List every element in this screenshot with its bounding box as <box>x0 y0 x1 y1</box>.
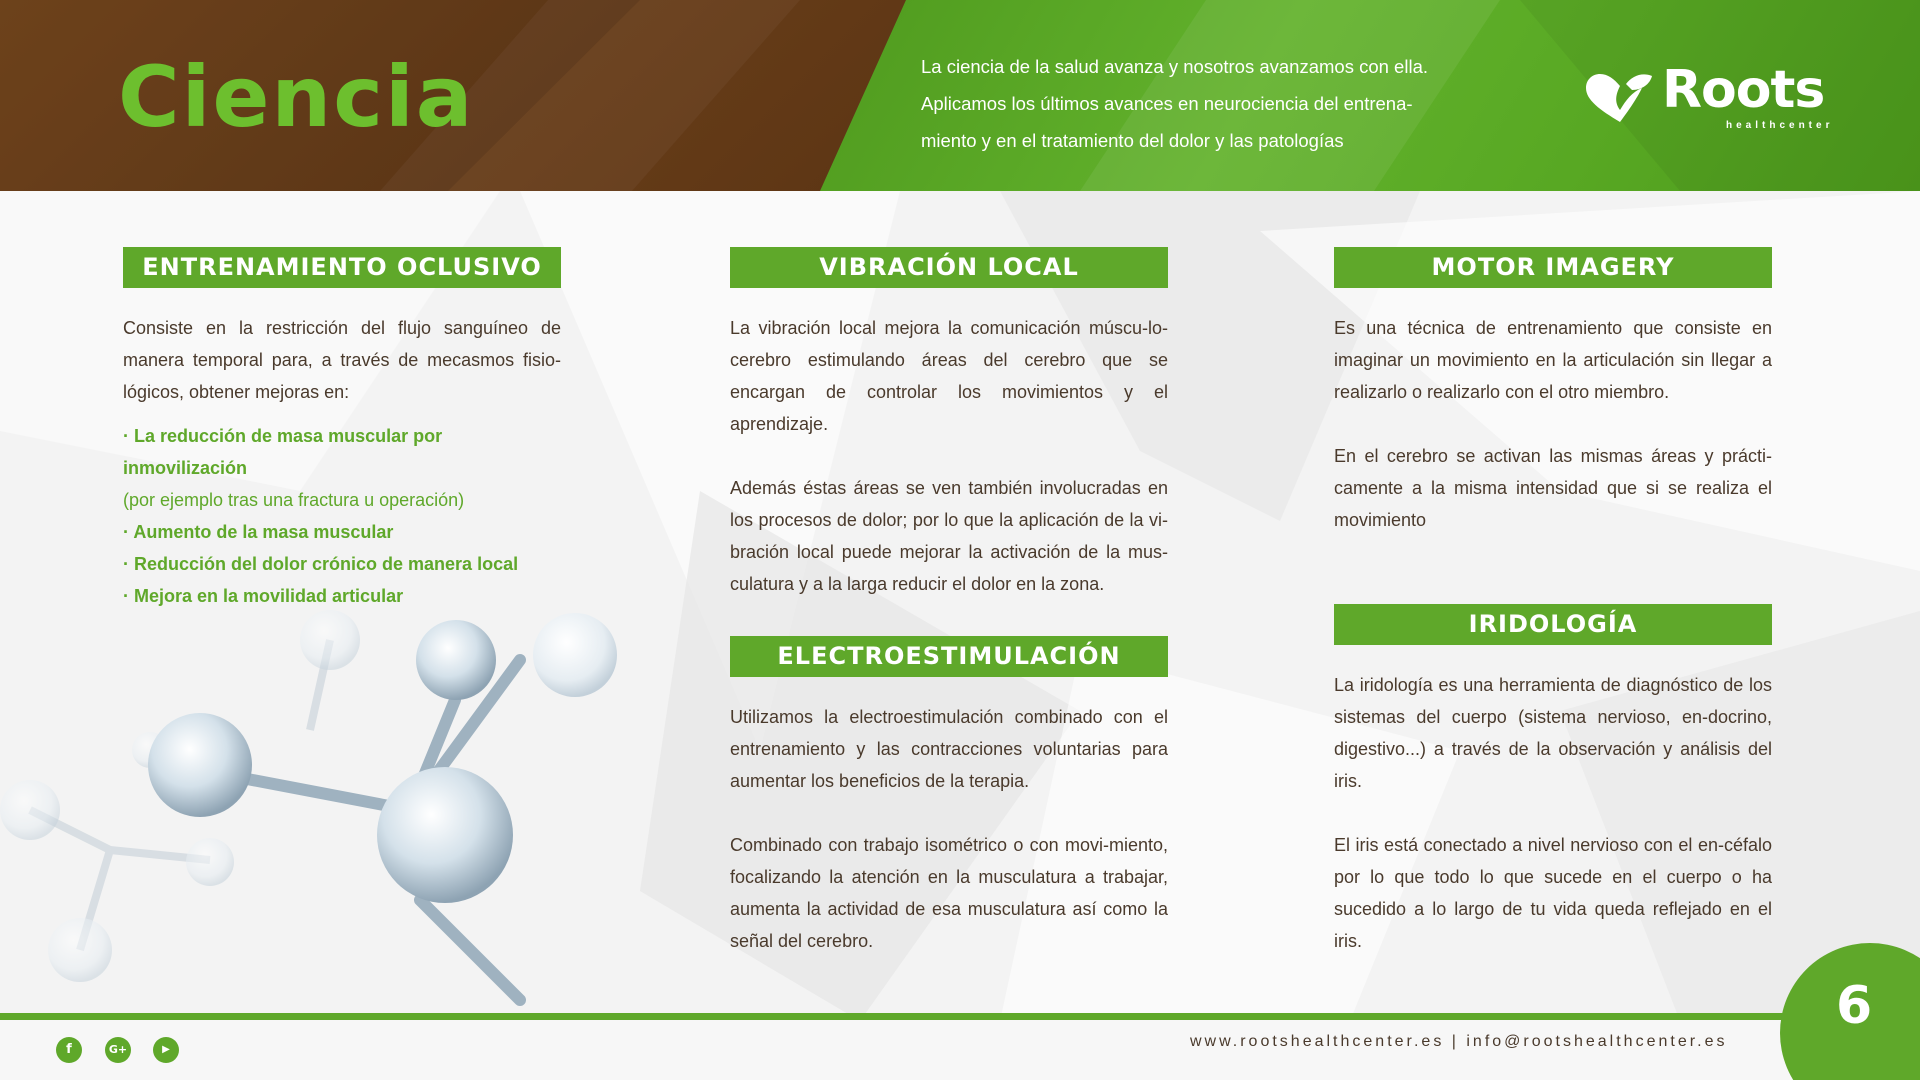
section-electroestimulacion <box>730 636 1168 957</box>
roots-logo <box>1580 60 1850 136</box>
list-item: · Aumento de la masa muscular <box>123 522 394 542</box>
section-motor-imagery <box>1334 247 1772 536</box>
section-text: La iridología es una herramienta de diagnóstico de los sistemas del cuerpo (sistema nervioso, en-docrino, digestivo...) a través de la observación y análisis del iris. <box>1334 675 1772 791</box>
intro-line: miento y en el tratamiento del dolor y las patologías <box>921 130 1344 151</box>
youtube-icon[interactable]: ▶ <box>153 1037 179 1063</box>
list-item-note: (por ejemplo tras una fractura u operación) <box>123 490 465 510</box>
section-text: Además éstas áreas se ven también involucradas en los procesos de dolor; por lo que la aplicación de la vi-bración local puede mejorar la activación de la mus-culatura y a la larga reducir el dolor en la zona. <box>730 478 1168 594</box>
logo-subtitle: healthcenter <box>1726 120 1834 131</box>
section-text: Consiste en la restricción del flujo sanguíneo de manera temporal para, a través de mecasmos fisio-lógicos, obtener mejoras en: <box>123 318 561 402</box>
list-item: · Reducción del dolor crónico de manera local <box>123 554 519 574</box>
section-entrenamiento-oclusivo <box>123 247 561 612</box>
molecule-illustration <box>0 600 680 1020</box>
google-plus-icon[interactable]: G+ <box>105 1037 131 1063</box>
page-title: Ciencia <box>118 48 475 146</box>
section-text: Es una técnica de entrenamiento que consiste en imaginar un movimiento en la articulación sin llegar a realizarlo o realizarlo con el otro miembro. <box>1334 318 1772 402</box>
section-title: ELECTROESTIMULACIÓN <box>730 636 1168 677</box>
intro-line: Aplicamos los últimos avances en neurociencia del entrena- <box>921 93 1413 114</box>
section-title: VIBRACIÓN LOCAL <box>730 247 1168 288</box>
list-item: · Mejora en la movilidad articular <box>123 586 404 606</box>
facebook-icon[interactable]: f <box>56 1037 82 1063</box>
section-text: En el cerebro se activan las mismas áreas y prácti-camente a la misma intensidad que si se realiza el movimiento <box>1334 446 1772 530</box>
section-title: MOTOR IMAGERY <box>1334 247 1772 288</box>
section-text: Combinado con trabajo isométrico o con movi-miento, focalizando la atención en la musculatura a trabajar, aumenta la actividad de esa musculatura así como la señal del cerebro. <box>730 835 1168 951</box>
section-title: IRIDOLOGÍA <box>1334 604 1772 645</box>
benefit-list <box>123 420 561 612</box>
section-title: ENTRENAMIENTO OCLUSIVO <box>123 247 561 288</box>
section-vibracion-local <box>730 247 1168 600</box>
contact-info[interactable]: www.rootshealthcenter.es | info@rootshealthcenter.es <box>1190 1033 1728 1050</box>
section-text: Utilizamos la electroestimulación combinado con el entrenamiento y las contracciones voluntarias para aumentar los beneficios de la terapia. <box>730 707 1168 791</box>
section-iridologia <box>1334 604 1772 957</box>
section-text: El iris está conectado a nivel nervioso con el en-céfalo por lo que todo lo que sucede en el cuerpo o ha sucedido a lo largo de tu vida queda reflejado en el iris. <box>1334 835 1772 951</box>
logo-name: Roots <box>1662 60 1825 120</box>
heart-leaf-icon <box>1580 70 1660 130</box>
footer-divider <box>0 1013 1920 1020</box>
list-item: · La reducción de masa muscular por inmovilización <box>123 426 443 478</box>
intro-line: La ciencia de la salud avanza y nosotros avanzamos con ella. <box>921 56 1428 77</box>
page-number: 6 <box>1836 976 1873 1036</box>
intro-text <box>921 48 1489 159</box>
header-banner <box>0 0 1920 191</box>
section-text: La vibración local mejora la comunicación múscu-lo-cerebro estimulando áreas del cerebro que se encargan de controlar los movimientos y el aprendizaje. <box>730 318 1168 434</box>
